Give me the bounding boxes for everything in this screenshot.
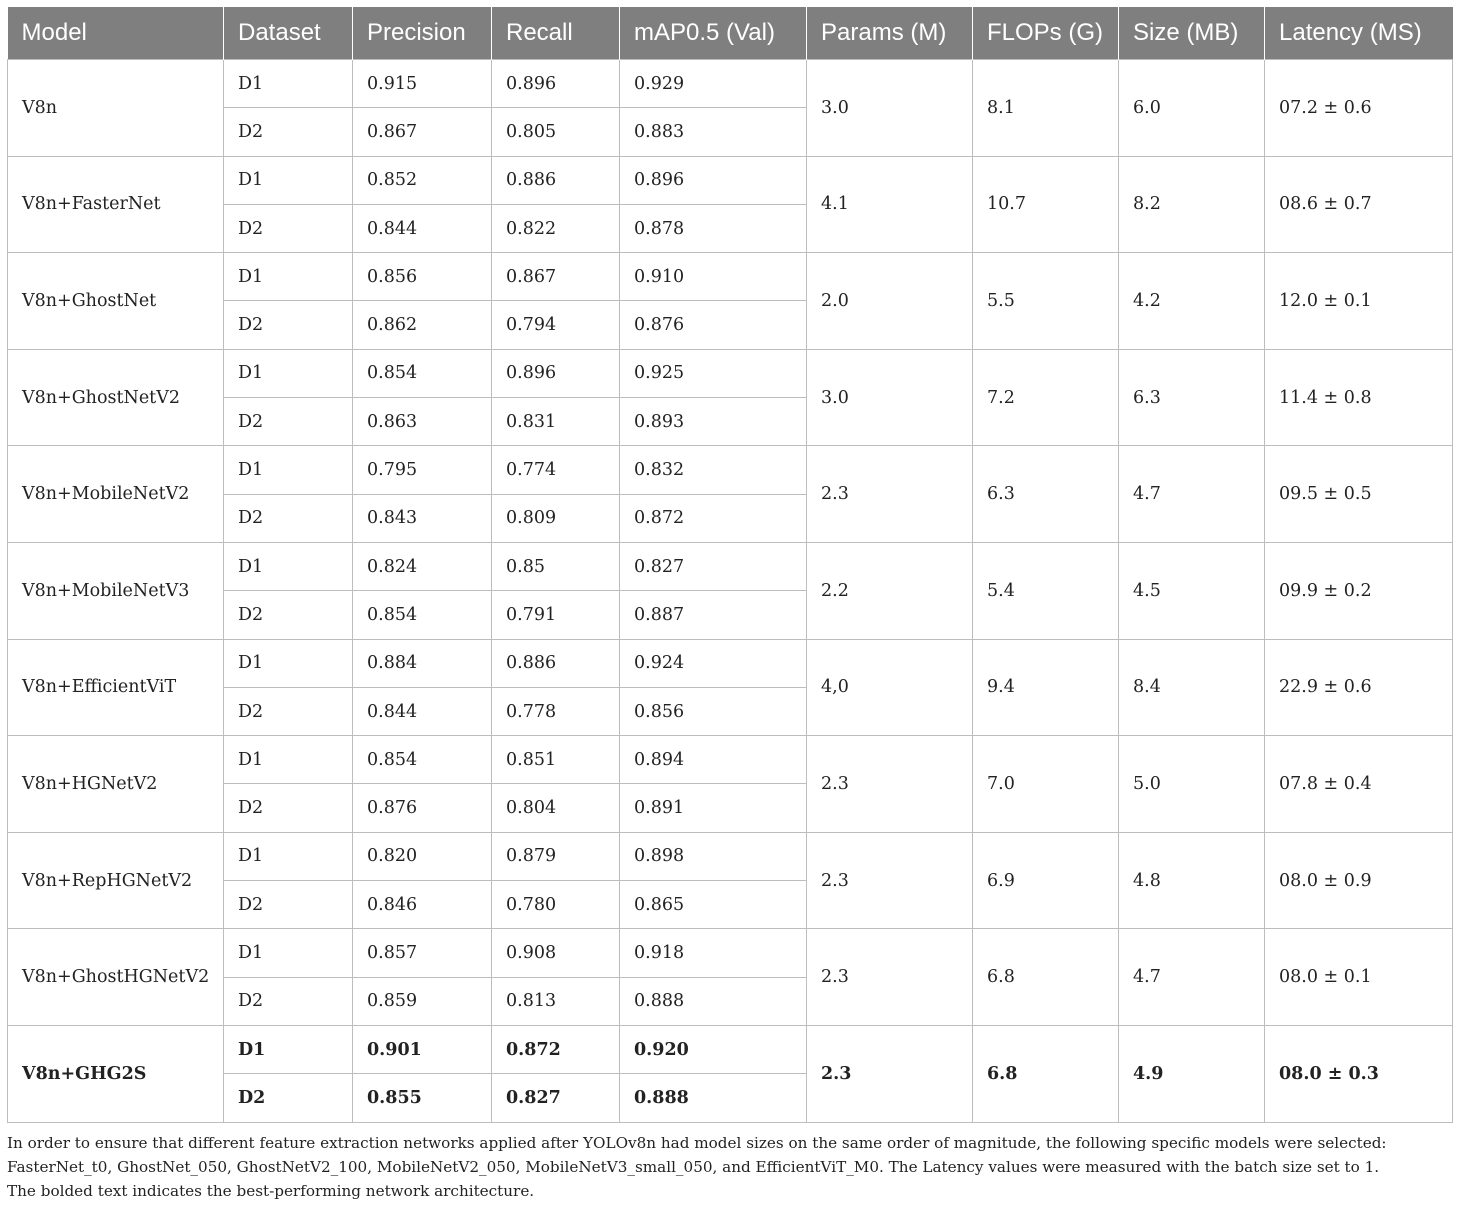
map-cell: 0.924: [620, 639, 807, 687]
flops-cell: 6.8: [973, 929, 1119, 1026]
header-model: Model: [8, 7, 224, 60]
precision-cell: 0.859: [353, 977, 492, 1025]
header-latency: Latency (MS): [1265, 7, 1453, 60]
model-name-cell: V8n+MobileNetV3: [8, 542, 224, 639]
model-name-cell: V8n: [8, 60, 224, 157]
precision-cell: 0.915: [353, 60, 492, 108]
precision-cell: 0.857: [353, 929, 492, 977]
flops-cell: 6.3: [973, 446, 1119, 543]
table-row: [8, 736, 1453, 784]
params-cell: 2.0: [807, 253, 973, 350]
header-precision: Precision: [353, 7, 492, 60]
footnote-models: In order to ensure that different feature extraction networks applied after YOLOv8n had model sizes on the same order of magnitude, the following specific models were selected: FasterNet_t0, GhostNet_050, GhostNetV2_100, MobileNetV2_050, MobileNetV3_small_050, and EfficientViT_M0. The Latency values were measured with the batch size set to 1.: [7, 1134, 1387, 1176]
size-cell: 4.8: [1119, 832, 1265, 929]
dataset-cell: D2: [224, 977, 353, 1025]
model-name-cell: V8n+RepHGNetV2: [8, 832, 224, 929]
size-cell: 6.3: [1119, 349, 1265, 446]
precision-cell: 0.884: [353, 639, 492, 687]
precision-cell: 0.854: [353, 591, 492, 639]
flops-cell: 6.9: [973, 832, 1119, 929]
size-cell: 4.7: [1119, 446, 1265, 543]
header-params: Params (M): [807, 7, 973, 60]
recall-cell: 0.794: [492, 301, 620, 349]
map-cell: 0.878: [620, 204, 807, 252]
dataset-cell: D1: [224, 542, 353, 590]
flops-cell: 5.5: [973, 253, 1119, 350]
map-cell: 0.891: [620, 784, 807, 832]
recall-cell: 0.778: [492, 687, 620, 735]
latency-cell: 09.5 ± 0.5: [1265, 446, 1453, 543]
model-name-cell: V8n+GhostNet: [8, 253, 224, 350]
precision-cell: 0.844: [353, 204, 492, 252]
dataset-cell: D1: [224, 1025, 353, 1073]
size-cell: 8.2: [1119, 156, 1265, 253]
table-footnotes: [7, 1131, 1452, 1203]
map-cell: 0.876: [620, 301, 807, 349]
table-row: [8, 60, 1453, 108]
dataset-cell: D1: [224, 253, 353, 301]
latency-cell: 11.4 ± 0.8: [1265, 349, 1453, 446]
precision-cell: 0.862: [353, 301, 492, 349]
latency-cell: 08.0 ± 0.9: [1265, 832, 1453, 929]
map-cell: 0.910: [620, 253, 807, 301]
dataset-cell: D1: [224, 156, 353, 204]
recall-cell: 0.879: [492, 832, 620, 880]
flops-cell: 7.0: [973, 736, 1119, 833]
table-row: [8, 1025, 1453, 1073]
map-cell: 0.883: [620, 108, 807, 156]
precision-cell: 0.863: [353, 398, 492, 446]
latency-cell: 08.6 ± 0.7: [1265, 156, 1453, 253]
precision-cell: 0.867: [353, 108, 492, 156]
size-cell: 5.0: [1119, 736, 1265, 833]
header-map: mAP0.5 (Val): [620, 7, 807, 60]
footnote-bold: The bolded text indicates the best-performing network architecture.: [7, 1182, 535, 1200]
recall-cell: 0.896: [492, 349, 620, 397]
results-table: [7, 7, 1453, 1123]
dataset-cell: D2: [224, 301, 353, 349]
params-cell: 2.3: [807, 736, 973, 833]
recall-cell: 0.851: [492, 736, 620, 784]
params-cell: 2.3: [807, 1025, 973, 1122]
flops-cell: 8.1: [973, 60, 1119, 157]
table-row: [8, 639, 1453, 687]
latency-cell: 22.9 ± 0.6: [1265, 639, 1453, 736]
dataset-cell: D1: [224, 60, 353, 108]
dataset-cell: D2: [224, 204, 353, 252]
size-cell: 8.4: [1119, 639, 1265, 736]
params-cell: 4,0: [807, 639, 973, 736]
size-cell: 6.0: [1119, 60, 1265, 157]
size-cell: 4.5: [1119, 542, 1265, 639]
recall-cell: 0.809: [492, 494, 620, 542]
params-cell: 2.3: [807, 832, 973, 929]
model-name-cell: V8n+GhostHGNetV2: [8, 929, 224, 1026]
recall-cell: 0.886: [492, 156, 620, 204]
recall-cell: 0.85: [492, 542, 620, 590]
dataset-cell: D2: [224, 881, 353, 929]
recall-cell: 0.805: [492, 108, 620, 156]
map-cell: 0.872: [620, 494, 807, 542]
latency-cell: 07.8 ± 0.4: [1265, 736, 1453, 833]
dataset-cell: D2: [224, 1074, 353, 1122]
precision-cell: 0.856: [353, 253, 492, 301]
latency-cell: 08.0 ± 0.3: [1265, 1025, 1453, 1122]
table-row: [8, 156, 1453, 204]
map-cell: 0.856: [620, 687, 807, 735]
table-row: [8, 349, 1453, 397]
dataset-cell: D2: [224, 784, 353, 832]
recall-cell: 0.831: [492, 398, 620, 446]
model-name-cell: V8n+HGNetV2: [8, 736, 224, 833]
latency-cell: 07.2 ± 0.6: [1265, 60, 1453, 157]
latency-cell: 09.9 ± 0.2: [1265, 542, 1453, 639]
header-dataset: Dataset: [224, 7, 353, 60]
params-cell: 2.3: [807, 446, 973, 543]
precision-cell: 0.852: [353, 156, 492, 204]
map-cell: 0.896: [620, 156, 807, 204]
recall-cell: 0.886: [492, 639, 620, 687]
map-cell: 0.894: [620, 736, 807, 784]
table-row: [8, 253, 1453, 301]
model-name-cell: V8n+MobileNetV2: [8, 446, 224, 543]
recall-cell: 0.804: [492, 784, 620, 832]
dataset-cell: D1: [224, 736, 353, 784]
latency-cell: 08.0 ± 0.1: [1265, 929, 1453, 1026]
precision-cell: 0.854: [353, 349, 492, 397]
precision-cell: 0.824: [353, 542, 492, 590]
precision-cell: 0.901: [353, 1025, 492, 1073]
precision-cell: 0.854: [353, 736, 492, 784]
recall-cell: 0.867: [492, 253, 620, 301]
recall-cell: 0.822: [492, 204, 620, 252]
table-row: [8, 542, 1453, 590]
size-cell: 4.7: [1119, 929, 1265, 1026]
model-name-cell: V8n+GHG2S: [8, 1025, 224, 1122]
precision-cell: 0.795: [353, 446, 492, 494]
dataset-cell: D1: [224, 832, 353, 880]
precision-cell: 0.843: [353, 494, 492, 542]
dataset-cell: D1: [224, 639, 353, 687]
params-cell: 4.1: [807, 156, 973, 253]
header-row: [8, 7, 1453, 60]
map-cell: 0.925: [620, 349, 807, 397]
map-cell: 0.898: [620, 832, 807, 880]
flops-cell: 10.7: [973, 156, 1119, 253]
table-row: [8, 929, 1453, 977]
header-recall: Recall: [492, 7, 620, 60]
params-cell: 3.0: [807, 349, 973, 446]
precision-cell: 0.820: [353, 832, 492, 880]
flops-cell: 6.8: [973, 1025, 1119, 1122]
recall-cell: 0.872: [492, 1025, 620, 1073]
size-cell: 4.9: [1119, 1025, 1265, 1122]
map-cell: 0.865: [620, 881, 807, 929]
map-cell: 0.832: [620, 446, 807, 494]
map-cell: 0.888: [620, 977, 807, 1025]
header-flops: FLOPs (G): [973, 7, 1119, 60]
model-name-cell: V8n+GhostNetV2: [8, 349, 224, 446]
dataset-cell: D1: [224, 446, 353, 494]
map-cell: 0.929: [620, 60, 807, 108]
flops-cell: 9.4: [973, 639, 1119, 736]
map-cell: 0.827: [620, 542, 807, 590]
map-cell: 0.918: [620, 929, 807, 977]
params-cell: 2.3: [807, 929, 973, 1026]
dataset-cell: D1: [224, 929, 353, 977]
precision-cell: 0.876: [353, 784, 492, 832]
dataset-cell: D2: [224, 108, 353, 156]
recall-cell: 0.791: [492, 591, 620, 639]
precision-cell: 0.855: [353, 1074, 492, 1122]
recall-cell: 0.908: [492, 929, 620, 977]
map-cell: 0.887: [620, 591, 807, 639]
recall-cell: 0.827: [492, 1074, 620, 1122]
header-size: Size (MB): [1119, 7, 1265, 60]
flops-cell: 5.4: [973, 542, 1119, 639]
map-cell: 0.920: [620, 1025, 807, 1073]
recall-cell: 0.813: [492, 977, 620, 1025]
dataset-cell: D2: [224, 591, 353, 639]
model-name-cell: V8n+FasterNet: [8, 156, 224, 253]
size-cell: 4.2: [1119, 253, 1265, 350]
map-cell: 0.888: [620, 1074, 807, 1122]
dataset-cell: D2: [224, 398, 353, 446]
dataset-cell: D1: [224, 349, 353, 397]
recall-cell: 0.774: [492, 446, 620, 494]
map-cell: 0.893: [620, 398, 807, 446]
precision-cell: 0.846: [353, 881, 492, 929]
dataset-cell: D2: [224, 494, 353, 542]
params-cell: 3.0: [807, 60, 973, 157]
params-cell: 2.2: [807, 542, 973, 639]
flops-cell: 7.2: [973, 349, 1119, 446]
table-row: [8, 832, 1453, 880]
recall-cell: 0.780: [492, 881, 620, 929]
recall-cell: 0.896: [492, 60, 620, 108]
precision-cell: 0.844: [353, 687, 492, 735]
model-name-cell: V8n+EfficientViT: [8, 639, 224, 736]
dataset-cell: D2: [224, 687, 353, 735]
latency-cell: 12.0 ± 0.1: [1265, 253, 1453, 350]
table-row: [8, 446, 1453, 494]
